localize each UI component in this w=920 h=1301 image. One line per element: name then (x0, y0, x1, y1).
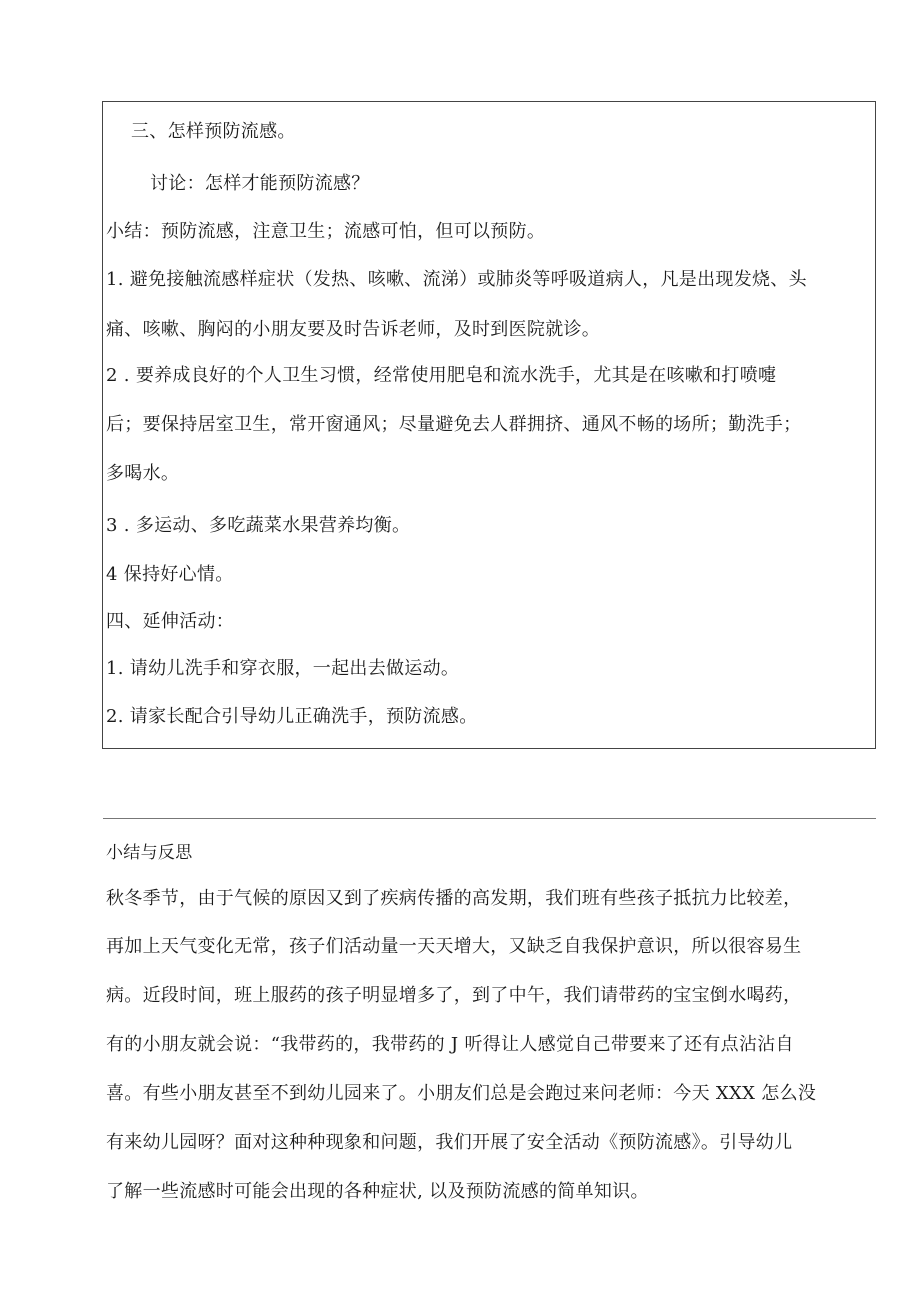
prevention-item-2-line-2: 后；要保持居室卫生，常开窗通风；尽量避免去人群拥挤、通风不畅的场所；勤洗手； (106, 414, 802, 435)
section-3-heading: 三、怎样预防流感。 (131, 121, 296, 142)
reflection-line: 有的小朋友就会说：“我带药的，我带药的 J 听得让人感觉自己带要来了还有点沾沾自 (106, 1034, 794, 1055)
summary-text: 小结：预防流感，注意卫生；流感可怕，但可以预防。 (106, 221, 546, 242)
reflection-title: 小结与反思 (106, 843, 193, 863)
reflection-line: 喜。有些小朋友甚至不到幼儿园来了。小朋友们总是会跑过来问老师：今天 XXX 怎么没 (106, 1083, 817, 1104)
reflection-line: 再加上天气变化无常，孩子们活动量一天天增大，又缺乏自我保护意识，所以很容易生 (106, 936, 802, 957)
reflection-line: 病。近段时间，班上服药的孩子明显增多了，到了中午，我们请带药的宝宝倒水喝药， (106, 985, 802, 1006)
prevention-item-2-line-3: 多喝水。 (106, 463, 180, 484)
prevention-item-2-line-1: 2 . 要养成良好的个人卫生习惯，经常使用肥皂和流水洗手，尤其是在咳嗽和打喷嚏 (106, 365, 777, 386)
reflection-line: 了解一些流感时可能会出现的各种症状, 以及预防流感的简单知识。 (106, 1181, 649, 1202)
prevention-item-1-line-1: 1. 避免接触流感样症状（发热、咳嗽、流涕）或肺炎等呼吸道病人，凡是出现发烧、头 (106, 269, 807, 290)
discussion-question: 讨论：怎样才能预防流感？ (150, 173, 370, 194)
prevention-item-1-line-2: 痛、咳嗽、胸闷的小朋友要及时告诉老师，及时到医院就诊。 (106, 319, 601, 340)
reflection-line: 有来幼儿园呀？面对这种种现象和问题，我们开展了安全活动《预防流感》。引导幼儿 (106, 1132, 793, 1153)
section-divider (103, 818, 876, 819)
extension-activity-1: 1. 请幼儿洗手和穿衣服，一起出去做运动。 (106, 658, 460, 679)
section-4-heading: 四、延伸活动： (106, 611, 235, 632)
extension-activity-2: 2. 请家长配合引导幼儿正确洗手，预防流感。 (106, 706, 478, 727)
prevention-item-4: 4 保持好心情。 (106, 564, 234, 585)
prevention-item-3: 3 . 多运动、多吃蔬菜水果营养均衡。 (106, 515, 411, 536)
reflection-line: 秋冬季节，由于气候的原因又到了疾病传播的高发期，我们班有些孩子抵抗力比较差， (106, 888, 802, 909)
